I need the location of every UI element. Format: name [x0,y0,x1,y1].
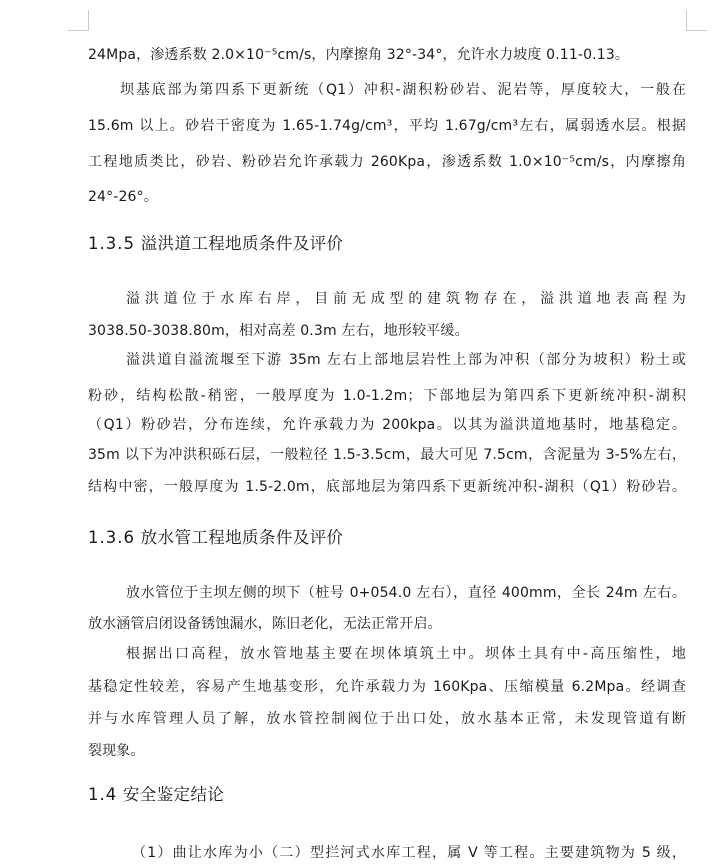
text-line: 放水涵管启闭设备锈蚀漏水，陈旧老化，无法正常开启。 [88,616,442,632]
text-line: 35m 以下为冲洪积砾石层，一般粒径 1.5-3.5cm，最大可见 7.5cm，含泥量为 3-5%左右， [88,447,686,463]
text-line: 裂现象。 [88,743,145,759]
text-line: 溢洪道自溢流堰至下游 35m 左右上部地层岩性上部为冲积（部分为坡积）粉土或 [126,352,686,368]
section-title: 放水管工程地质条件及评价 [140,528,344,547]
section-heading-1-3-5 [88,233,343,255]
text-line: 工程地质类比，砂岩、粉砂岩允许承载力 260Kpa，渗透系数 1.0×10⁻⁵cm/s，内摩擦角 [88,154,686,170]
text-line: 24°-26°。 [88,189,158,205]
text-line: （1）曲让水库为小（二）型拦河式水库工程，属 V 等工程。主要建筑物为 5 级， [132,845,686,861]
text-line: 粉砂，结构松散-稍密，一般厚度为 1.0-1.2m；下部地层为第四系下更新统冲积-湖积 [88,388,686,404]
text-line: （Q1）粉砂岩，分布连续，允许承载力为 200kpa。以其为溢洪道地基时，地基稳定。 [88,417,686,433]
text-line: 坝基底部为第四系下更新统（Q1）冲积-湖积粉砂岩、泥岩等，厚度较大，一般在 [120,82,686,98]
section-number: 1.4 [88,785,118,804]
margin-corner-mark-top-right [686,10,707,31]
section-heading-1-4 [88,784,224,806]
text-line: 基稳定性较差，容易产生地基变形，允许承载力为 160Kpa、压缩模量 6.2Mpa。经调查 [88,679,686,695]
text-line: 根据出口高程，放水管地基主要在坝体填筑土中。坝体土具有中-高压缩性，地 [126,646,686,662]
text-line: 15.6m 以上。砂岩干密度为 1.65-1.74g/cm³，平均 1.67g/cm³左右，属弱透水层。根据 [88,118,686,134]
text-line: 24Mpa，渗透系数 2.0×10⁻⁵cm/s，内摩擦角 32°-34°，允许水力坡度 0.11-0.13。 [88,47,630,63]
section-title: 溢洪道工程地质条件及评价 [140,234,344,253]
text-line: 3038.50-3038.80m，相对高差 0.3m 左右，地形较平缓。 [88,323,469,339]
text-line: 结构中密，一般厚度为 1.5-2.0m，底部地层为第四系下更新统冲积-湖积（Q1）粉砂岩。 [88,479,686,495]
margin-corner-mark-top-left [68,10,89,31]
section-number: 1.3.6 [88,528,135,547]
text-line: 并与水库管理人员了解，放水管控制阀位于出口处，放水基本正常，未发现管道有断 [88,711,686,727]
section-heading-1-3-6 [88,527,343,549]
section-title: 安全鉴定结论 [122,785,225,804]
text-line: 放水管位于主坝左侧的坝下（桩号 0+054.0 左右），直径 400mm，全长 24m 左右。 [126,585,686,601]
text-line: 溢洪道位于水库右岸，目前无成型的建筑物存在，溢洪道地表高程为 [126,291,686,307]
section-number: 1.3.5 [88,234,135,253]
